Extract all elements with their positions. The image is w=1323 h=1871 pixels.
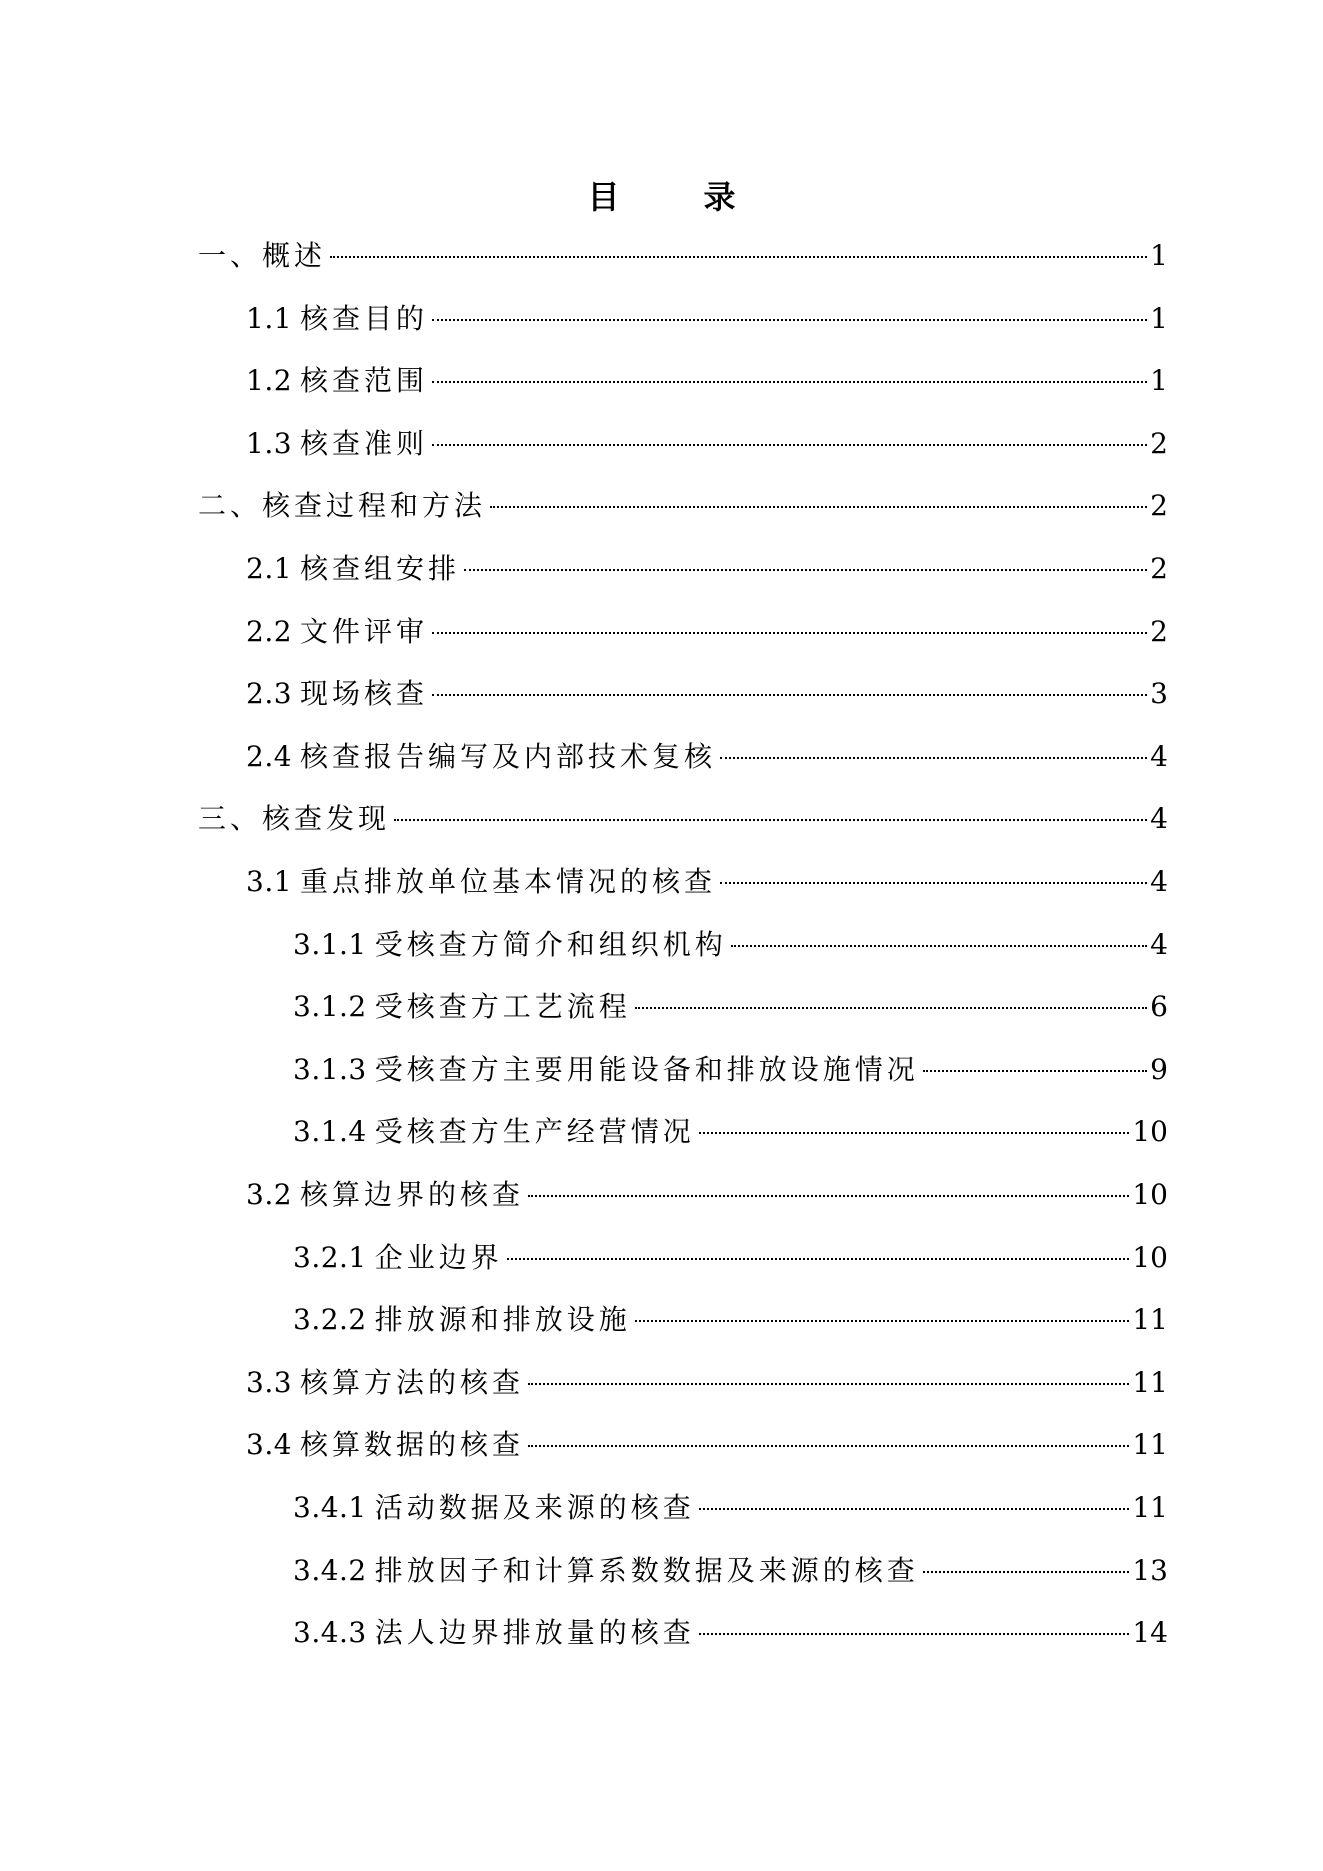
toc-dot-leader [699,1633,1130,1635]
toc-dot-leader [720,882,1147,884]
toc-entry-page-number: 11 [1132,1491,1168,1524]
toc-dot-leader [490,506,1147,508]
toc-dot-leader [635,1320,1130,1322]
toc-entry[interactable] [293,925,1168,965]
toc-entry[interactable] [293,1050,1168,1090]
toc-entry-page-number: 6 [1150,990,1168,1024]
toc-entry-label: 现场核查 [300,677,429,711]
toc-entry[interactable] [293,1300,1168,1340]
toc-entry-number: 3.1.3 [293,1052,367,1086]
toc-dot-leader [720,757,1147,759]
toc-entry-label: 核算方法的核查 [300,1365,525,1399]
toc-entry[interactable] [246,1175,1168,1215]
toc-entry-label: 受核查方简介和组织机构 [374,927,727,961]
toc-entry-page-number: 10 [1132,1115,1168,1149]
toc-entry-page-number: 4 [1150,802,1168,836]
toc-entry-label: 重点排放单位基本情况的核查 [300,865,717,898]
toc-entry[interactable] [246,862,1168,902]
toc-entry-label: 二、核查过程和方法 [198,489,487,523]
toc-entry-label: 排放因子和计算系数数据及来源的核查 [374,1553,919,1587]
toc-entry-number: 3.4.1 [293,1491,367,1524]
toc-dot-leader [330,256,1147,258]
toc-dot-leader [432,381,1147,383]
toc-entry-number: 3.1.1 [293,927,367,961]
toc-dot-leader [432,444,1147,446]
toc-entry-number: 1.3 [246,426,293,460]
toc-entry[interactable] [246,549,1168,589]
toc-entry-page-number: 14 [1132,1616,1168,1650]
toc-dot-leader [528,1195,1129,1197]
toc-entry-number: 3.2 [246,1178,293,1211]
toc-entry-label: 活动数据及来源的核查 [374,1491,695,1524]
toc-entry-number: 3.3 [246,1365,293,1399]
toc-entry-label: 排放源和排放设施 [374,1303,631,1337]
toc-entry-number: 3.2.1 [293,1240,367,1274]
toc-entry-label: 一、概述 [198,239,327,272]
toc-entry-page-number: 1 [1150,239,1168,272]
toc-entry-page-number: 10 [1132,1178,1168,1211]
toc-entry-number: 2.4 [246,739,293,773]
toc-dot-leader [432,694,1147,696]
toc-entry-number: 3.1.2 [293,990,367,1024]
toc-entry-page-number: 4 [1150,865,1168,898]
toc-entry[interactable] [246,299,1168,339]
toc-entry-number: 3.4.3 [293,1616,367,1650]
toc-entry-number: 3.4.2 [293,1553,367,1587]
toc-entry-number: 3.1.4 [293,1115,367,1149]
toc-entry[interactable] [246,612,1168,652]
toc-entry-number: 3.2.2 [293,1303,367,1337]
toc-entry-page-number: 4 [1150,739,1168,773]
toc-entry-page-number: 9 [1150,1052,1168,1086]
toc-entry[interactable] [246,674,1168,714]
toc-entry-page-number: 11 [1132,1365,1168,1399]
toc-entry-label: 三、核查发现 [198,802,391,836]
toc-entry[interactable] [246,1363,1168,1403]
toc-entry-page-number: 11 [1132,1303,1168,1337]
toc-dot-leader [507,1258,1130,1260]
toc-entry-page-number: 2 [1150,426,1168,460]
toc-entry[interactable] [246,1425,1168,1465]
toc-entry-number: 1.1 [246,301,293,335]
toc-entry[interactable] [198,236,1168,276]
toc-entry-label: 核查报告编写及内部技术复核 [300,739,717,773]
toc-entry-label: 文件评审 [300,614,429,648]
toc-dot-leader [923,1070,1147,1072]
toc-entry-label: 企业边界 [374,1240,503,1274]
toc-entry-label: 核查准则 [300,426,429,460]
toc-entry-page-number: 2 [1150,552,1168,585]
toc-entry-page-number: 4 [1150,927,1168,961]
toc-entry-page-number: 1 [1150,301,1168,335]
toc-entry-number: 2.2 [246,614,293,648]
toc-entry[interactable] [246,424,1168,464]
toc-dot-leader [394,819,1147,821]
toc-entry-label: 核算数据的核查 [300,1428,525,1462]
toc-entry-number: 3.4 [246,1428,293,1462]
toc-dot-leader [528,1383,1129,1385]
toc-entry[interactable] [293,987,1168,1027]
toc-entry-label: 核查范围 [300,364,429,398]
toc-entry[interactable] [246,361,1168,401]
toc-entry[interactable] [293,1112,1168,1152]
toc-entry-label: 核查组安排 [300,552,461,585]
toc-dot-leader [635,1007,1147,1009]
toc-entry[interactable] [246,737,1168,777]
toc-entry-page-number: 3 [1150,677,1168,711]
toc-dot-leader [699,1508,1130,1510]
toc-entry-label: 受核查方工艺流程 [374,990,631,1024]
toc-dot-leader [432,319,1147,321]
toc-entry[interactable] [198,486,1168,526]
toc-entry-page-number: 11 [1132,1428,1168,1462]
toc-dot-leader [528,1445,1129,1447]
toc-title: 目 录 [587,178,762,216]
toc-entry[interactable] [293,1238,1168,1278]
toc-entry-number: 2.1 [246,552,293,585]
toc-entry-label: 受核查方生产经营情况 [374,1115,695,1149]
toc-entry-label: 核查目的 [300,301,429,335]
toc-entry-number: 2.3 [246,677,293,711]
toc-dot-leader [464,569,1147,571]
toc-entry-label: 核算边界的核查 [300,1178,525,1211]
toc-entry-label: 法人边界排放量的核查 [374,1616,695,1650]
toc-entry-number: 3.1 [246,865,293,898]
toc-dot-leader [432,632,1147,634]
toc-entry-label: 受核查方主要用能设备和排放设施情况 [374,1052,919,1086]
toc-entry-page-number: 13 [1132,1553,1168,1587]
toc-entry-page-number: 2 [1150,489,1168,523]
toc-entry[interactable] [293,1613,1168,1653]
toc-dot-leader [699,1132,1130,1134]
toc-entry[interactable] [293,1551,1168,1591]
toc-entry-page-number: 10 [1132,1240,1168,1274]
toc-entry-number: 1.2 [246,364,293,398]
toc-entry[interactable] [293,1488,1168,1528]
toc-entry[interactable] [198,799,1168,839]
toc-dot-leader [923,1571,1130,1573]
toc-dot-leader [731,945,1147,947]
toc-entry-page-number: 2 [1150,614,1168,648]
toc-entry-page-number: 1 [1150,364,1168,398]
